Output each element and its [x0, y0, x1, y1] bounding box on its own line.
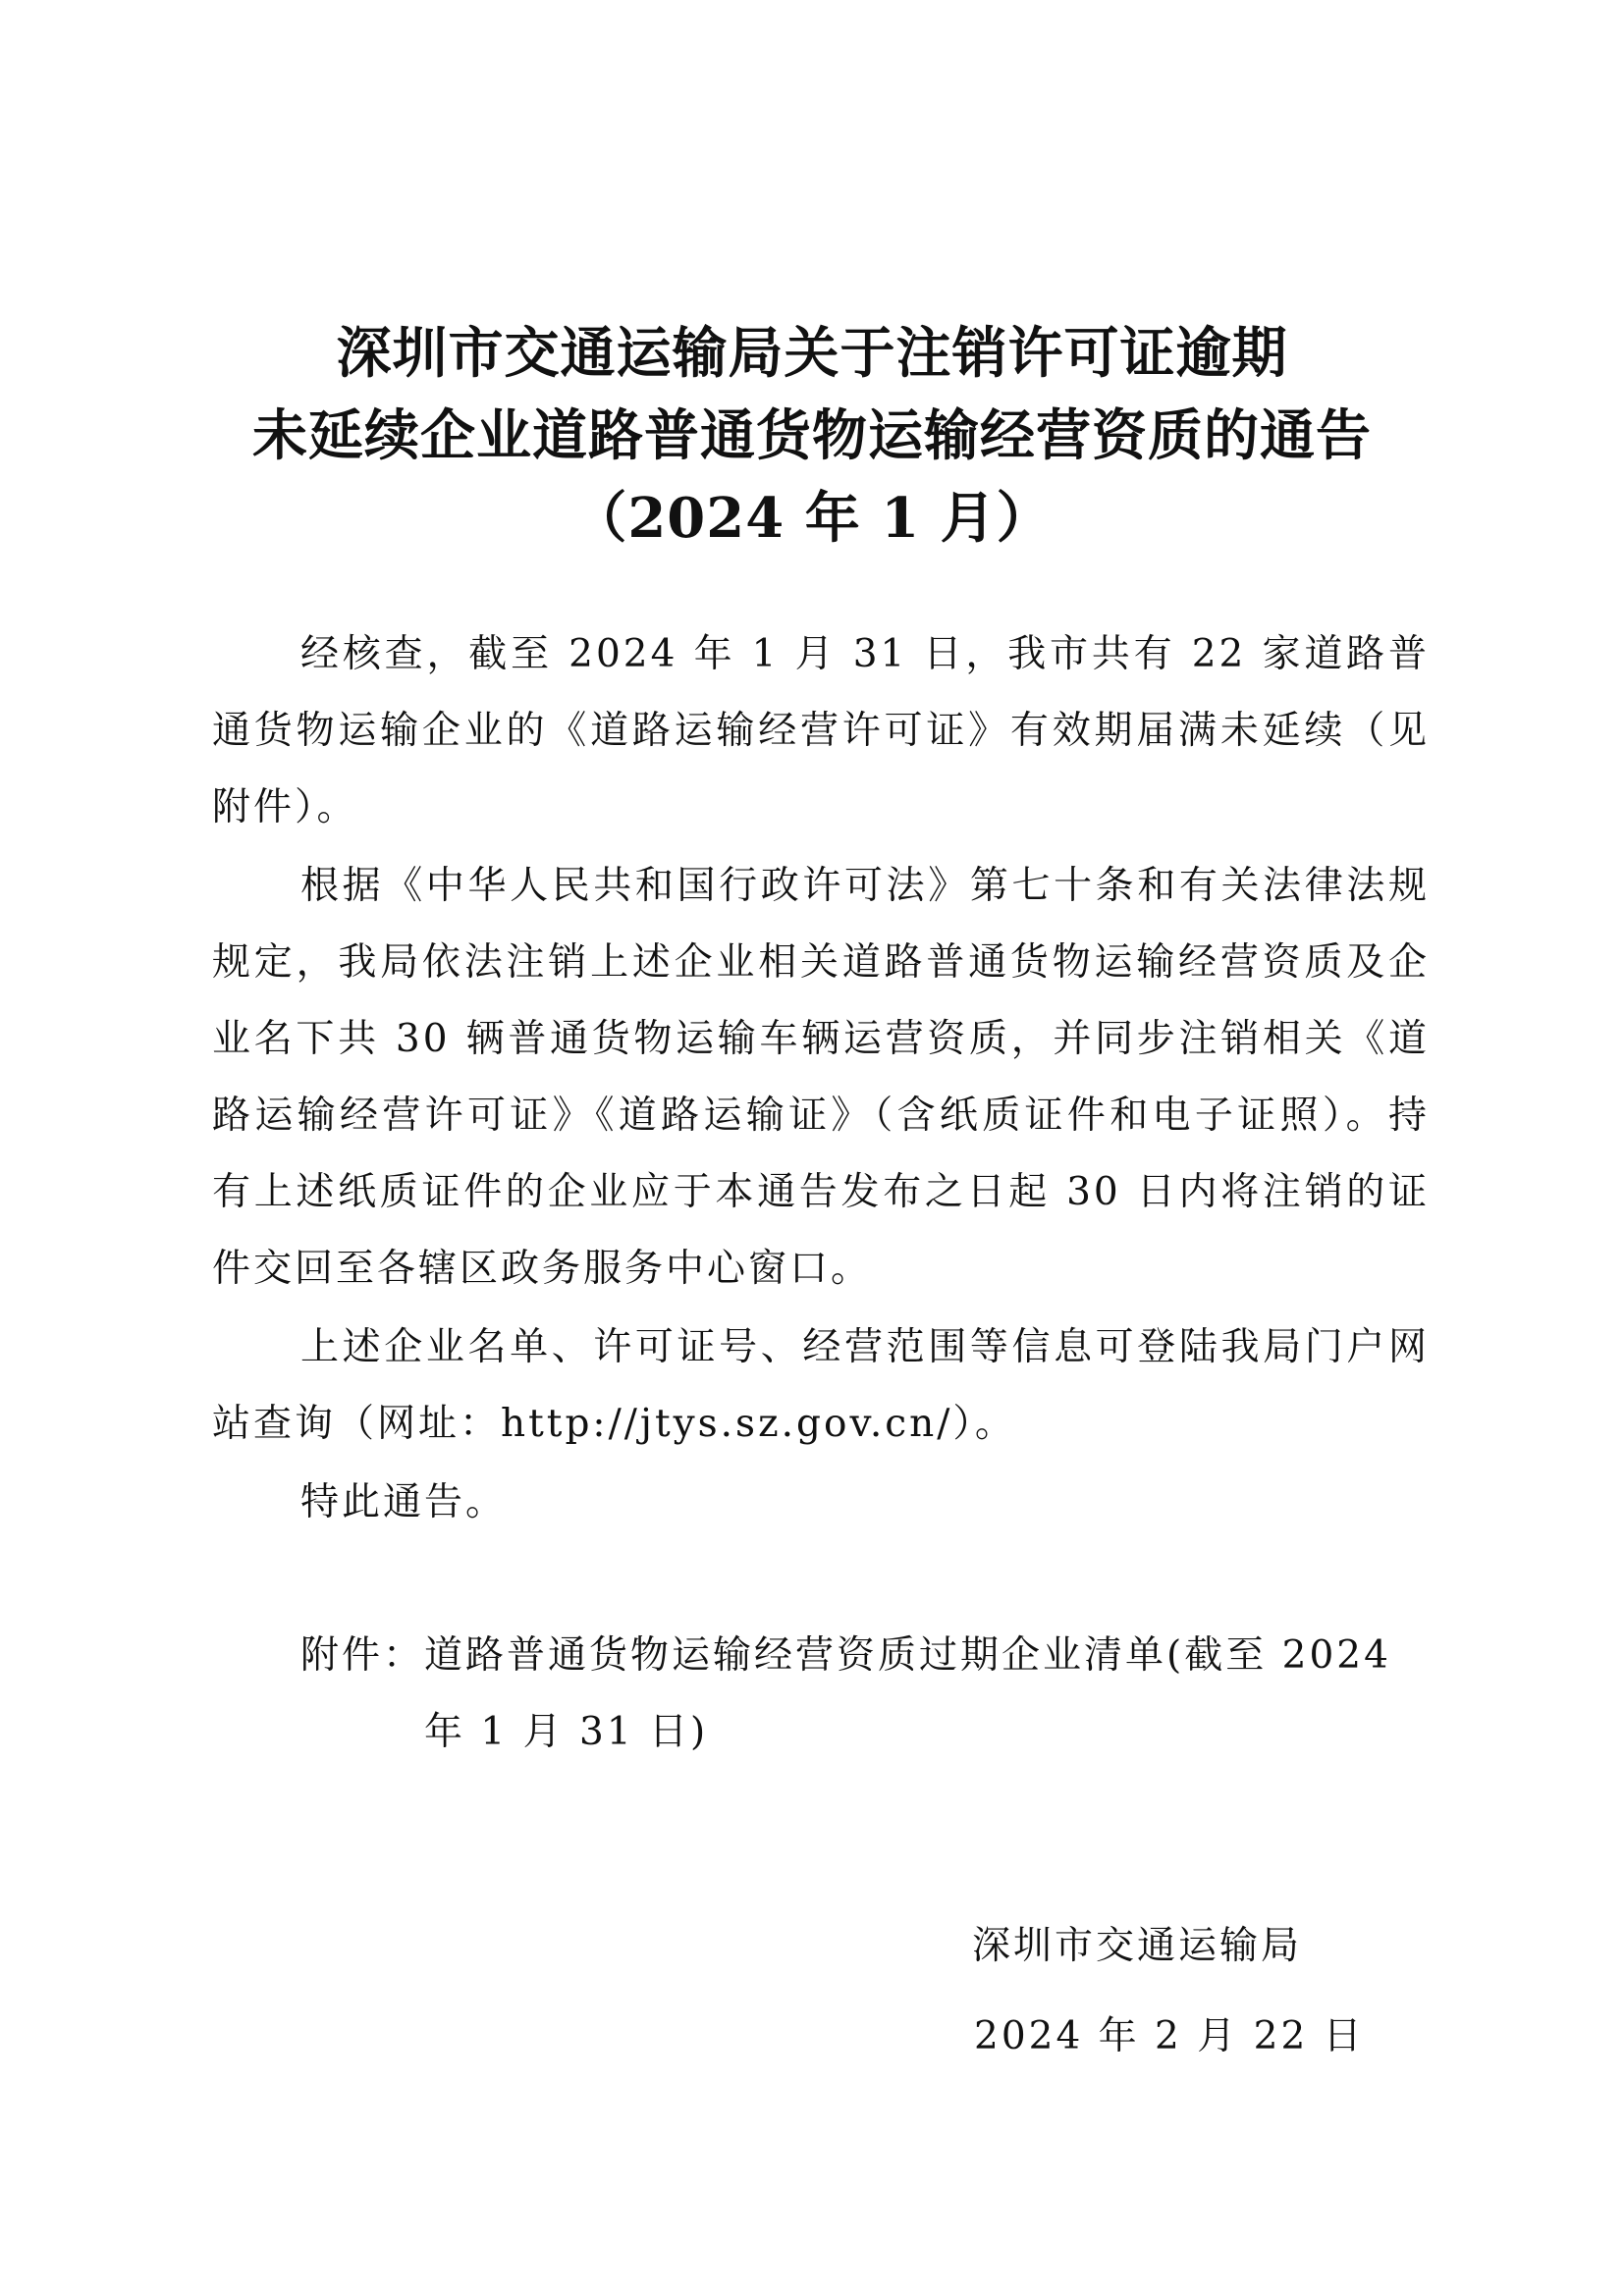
signature-date: 2024 年 2 月 22 日 — [974, 2014, 1365, 2058]
title-line-1: 深圳市交通运输局关于注销许可证逾期 — [336, 321, 1288, 386]
title-line-3: （2024 年 1 月） — [571, 486, 1053, 551]
signature-organization: 深圳市交通运输局 — [972, 1924, 1303, 1968]
signature-block — [972, 1908, 1384, 2075]
document-title — [147, 312, 1477, 560]
attachment-label: 附件： — [300, 1633, 425, 1678]
paragraph-cancellation-notice: 根据《中华人民共和国行政许可法》第七十条和有关法律法规规定，我局依法注销上述企业相关道路普通货物运输经营资质及企业名下共 30 辆普通货物运输车辆运营资质，并同步注销相关《道路运输经营许可证》《道路运输证》（含纸质证件和电子证照）。持有上述纸质证件的企业应于本通告发布之日起 30 日内将注销的证件交回至各辖区政务服务中心窗口。 — [212, 864, 1430, 1291]
paragraph-website-query: 上述企业名单、许可证号、经营范围等信息可登陆我局门户网站查询（网址：http://jtys.sz.gov.cn/）。 — [212, 1325, 1430, 1446]
attachment-note — [300, 1618, 1430, 1771]
paragraph-review-result: 经核查，截至 2024 年 1 月 31 日，我市共有 22 家道路普通货物运输企业的《道路运输经营许可证》有效期届满未延续（见附件）。 — [212, 632, 1430, 829]
attachment-title: 道路普通货物运输经营资质过期企业清单(截至 2024 年 1 月 31 日) — [424, 1633, 1391, 1754]
title-line-2: 未延续企业道路普通货物运输经营资质的通告 — [252, 403, 1372, 468]
attachment-row — [300, 1618, 1430, 1771]
paragraph-closing: 特此通告。 — [300, 1480, 508, 1524]
